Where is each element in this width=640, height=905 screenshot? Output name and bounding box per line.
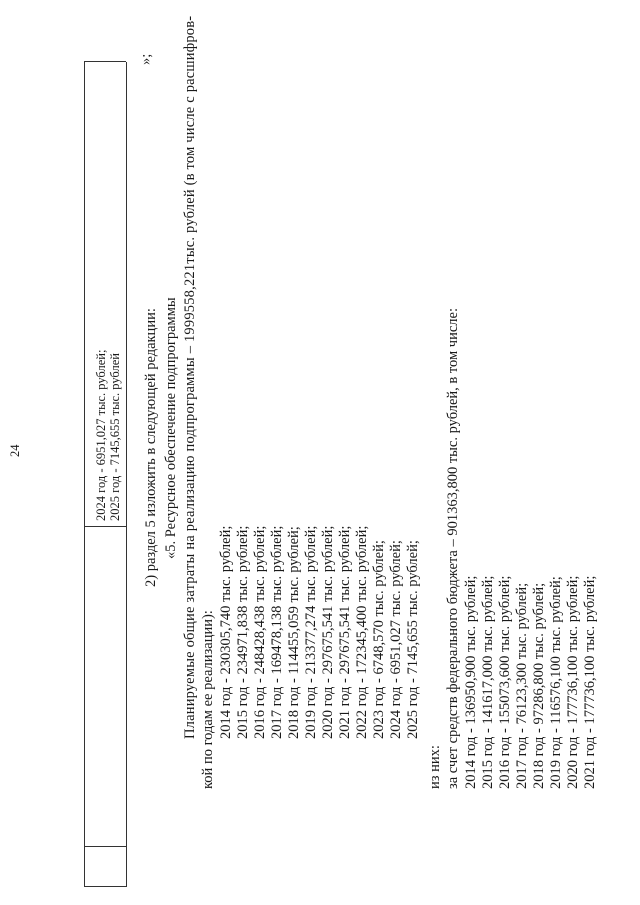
list-item: 2019 год - 213377,274 тыс. рублей; xyxy=(303,525,319,739)
list-item: 2015 год - 234971,838 тыс. рублей; xyxy=(235,525,251,739)
section-intro: 2) раздел 5 изложить в следующей редакции: xyxy=(143,308,159,587)
list-item: 2021 год - 177736,100 тыс. рублей; xyxy=(582,575,598,789)
page-number: 24 xyxy=(8,444,22,457)
table-col-divider-2 xyxy=(84,526,126,527)
list-item: 2019 год - 116576,100 тыс. рублей; xyxy=(548,576,564,789)
list-item: 2017 год - 169478,138 тыс. рублей; xyxy=(269,525,285,739)
list-item: 2016 год - 248428,438 тыс. рублей; xyxy=(252,525,268,739)
federal-budget-line: за счет средств федерального бюджета – 901363,800 тыс. рублей, в том числе: xyxy=(445,308,461,789)
list-item: 2024 год - 6951,027 тыс. рублей; xyxy=(388,540,404,739)
section-title: «5. Ресурсное обеспечение подпрограммы xyxy=(163,297,179,559)
list-item: 2014 год - 136950,900 тыс. рублей; xyxy=(463,575,479,789)
table-row: 2024 год - 6951,027 тыс. рублей; xyxy=(94,349,108,521)
list-item: 2020 год - 297675,541 тыс. рублей; xyxy=(320,525,336,739)
list-item: 2020 год - 177736,100 тыс. рублей; xyxy=(565,575,581,789)
list-item: 2016 год - 155073,600 тыс. рублей; xyxy=(497,575,513,789)
paragraph-line: Планируемые общие затраты на реализацию подпрограммы – 1999558,221тыс. рублей (в том числе с расшифров- xyxy=(182,15,198,739)
list-item: 2015 год - 141617,000 тыс. рублей; xyxy=(480,575,496,789)
table-top-border xyxy=(84,62,85,887)
list-item: 2025 год - 7145,655 тыс. рублей; xyxy=(405,540,421,739)
list-item: 2017 год - 76123,300 тыс. рублей; xyxy=(514,582,530,789)
table-row: 2025 год - 7145,655 тыс. рублей xyxy=(108,353,122,521)
year-list xyxy=(218,526,422,739)
paragraph-line: кой по годам ее реализации): xyxy=(200,610,216,789)
list-item: 2018 год - 114455,059 тыс. рублей; xyxy=(286,526,302,739)
list-item: 2018 год - 97286,800 тыс. рублей; xyxy=(531,582,547,789)
federal-year-list xyxy=(463,576,599,789)
list-item: 2022 год - 172345,400 тыс. рублей; xyxy=(354,525,370,739)
of-them-label: из них: xyxy=(427,745,443,789)
closing-mark: »; xyxy=(138,53,154,65)
list-item: 2014 год - 230305,740 тыс. рублей; xyxy=(218,525,234,739)
table-left-border xyxy=(84,886,126,887)
list-item: 2021 год - 297675,541 тыс. рублей; xyxy=(337,525,353,739)
list-item: 2023 год - 6748,570 тыс. рублей; xyxy=(371,540,387,739)
table-col-divider-1 xyxy=(84,846,126,847)
table-right-border xyxy=(84,61,126,62)
table-bottom-border xyxy=(126,62,127,887)
